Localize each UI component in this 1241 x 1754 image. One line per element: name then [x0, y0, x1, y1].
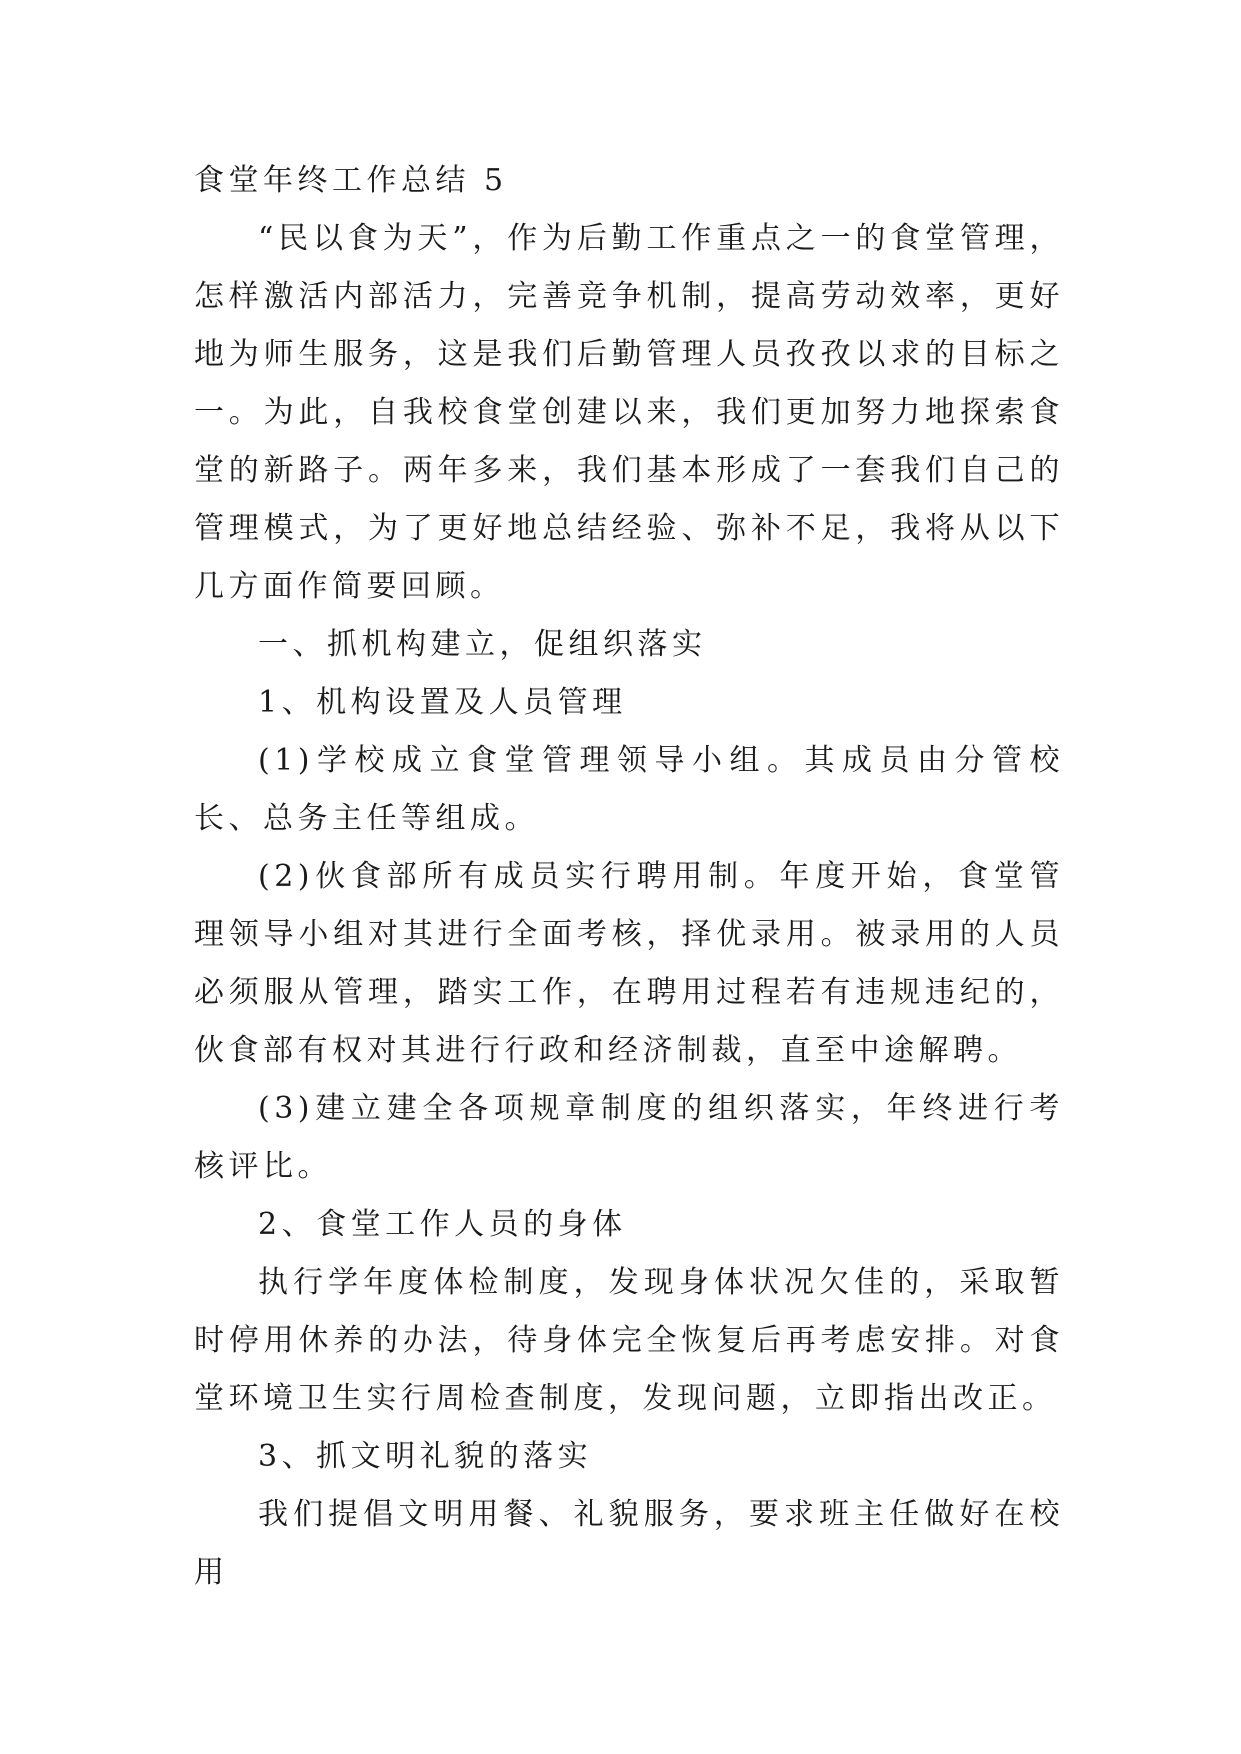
item-paragraph-3: (3)建立建全各项规章制度的组织落实，年终进行考核评比。	[194, 1091, 1064, 1184]
document-title: 食堂年终工作总结 5	[194, 163, 508, 198]
subsection-heading-2: 2、食堂工作人员的身体	[258, 1207, 627, 1242]
item-paragraph-2: (2)伙食部所有成员实行聘用制。年度开始，食堂管理领导小组对其进行全面考核，择优录用。被录用的人员必须服从管理，踏实工作，在聘用过程若有违规违纪的，伙食部有权对其进行行政和经济制裁，直至中途解聘。	[194, 859, 1064, 1068]
section-heading-1: 一、抓机构建立，促组织落实	[258, 627, 707, 662]
item-paragraph-1: (1)学校成立食堂管理领导小组。其成员由分管校长、总务主任等组成。	[194, 743, 1064, 836]
subsection-heading-3: 3、抓文明礼貌的落实	[258, 1439, 593, 1474]
intro-paragraph: “民以食为天”，作为后勤工作重点之一的食堂管理，怎样激活内部活力，完善竞争机制，提高劳动效率，更好地为师生服务，这是我们后勤管理人员孜孜以求的目标之一。为此，自我校食堂创建以来，我们更加努力地探索食堂的新路子。两年多来，我们基本形成了一套我们自己的管理模式，为了更好地总结经验、弥补不足，我将从以下几方面作简要回顾。	[194, 221, 1064, 604]
subsection-heading-1: 1、机构设置及人员管理	[258, 685, 627, 720]
document-body	[194, 152, 1064, 1602]
body-paragraph-health: 执行学年度体检制度，发现身体状况欠佳的，采取暂时停用休养的办法，待身体完全恢复后再考虑安排。对食堂环境卫生实行周检查制度，发现问题，立即指出改正。	[194, 1265, 1064, 1416]
body-paragraph-etiquette: 我们提倡文明用餐、礼貌服务，要求班主任做好在校用	[194, 1497, 1064, 1590]
